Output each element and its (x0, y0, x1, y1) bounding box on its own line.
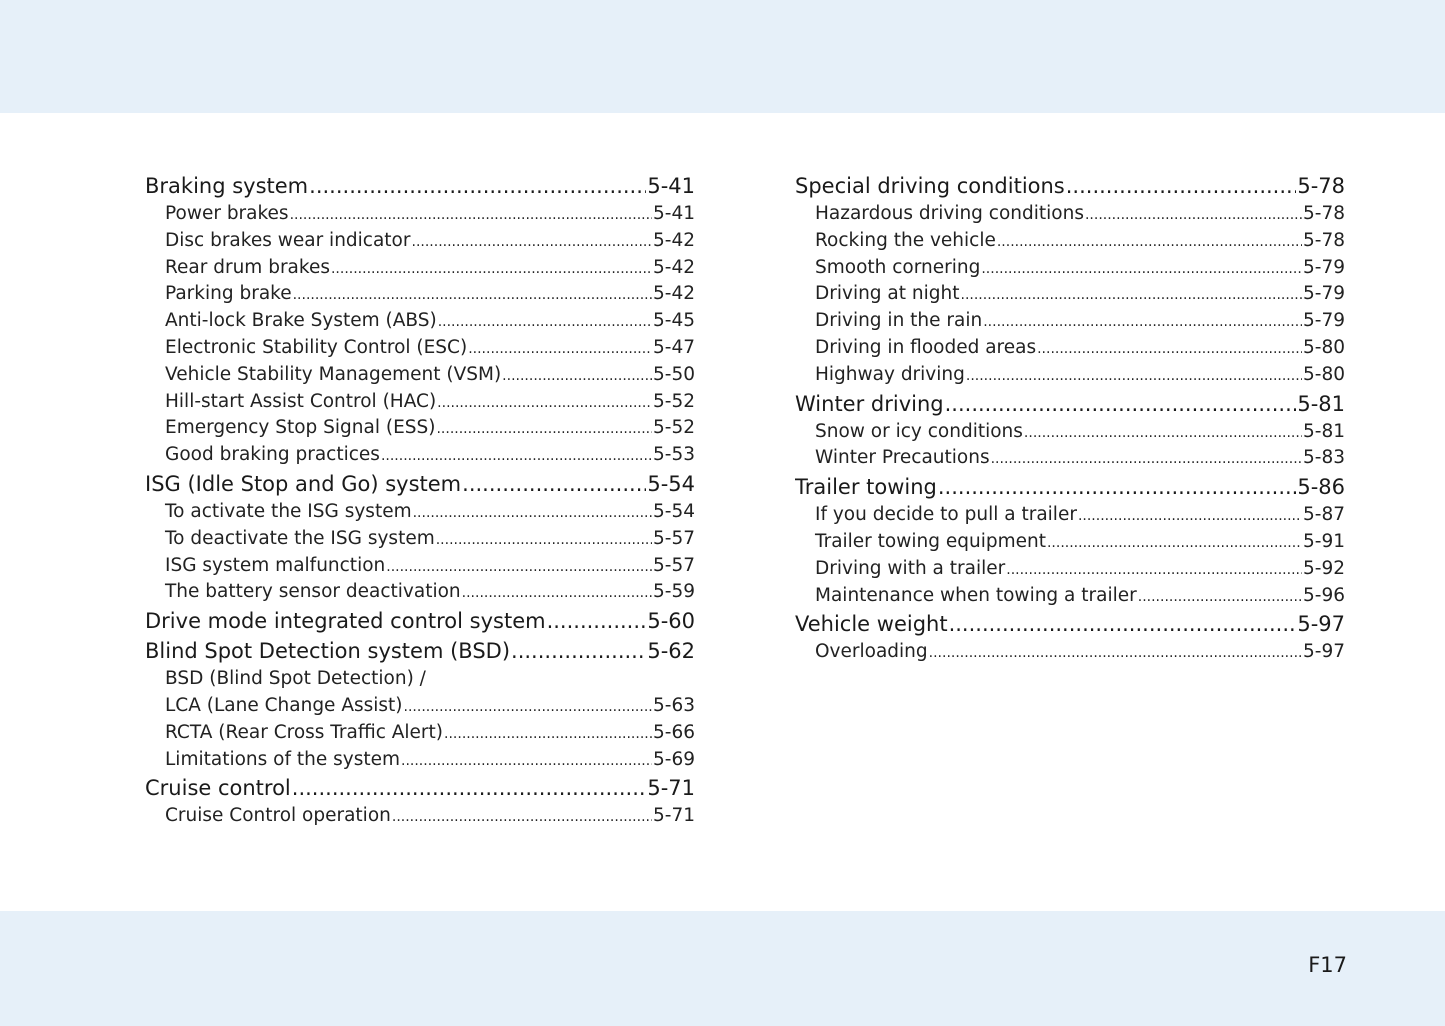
toc-entry-page: 5-45 (653, 310, 695, 332)
toc-subsection-entry[interactable] (145, 747, 695, 774)
toc-section-entry[interactable] (795, 172, 1345, 201)
toc-entry-page: 5-41 (647, 174, 695, 198)
toc-entry-label: To deactivate the ISG system (165, 527, 435, 549)
toc-entry-page: 5-57 (653, 527, 695, 549)
toc-entry-label: Good braking practices (165, 444, 380, 466)
toc-dot-leader (436, 415, 652, 442)
toc-dot-leader (290, 201, 652, 228)
toc-dot-leader (386, 553, 652, 580)
toc-subsection-entry[interactable] (145, 201, 695, 228)
toc-entry-page: 5-53 (653, 444, 695, 466)
toc-dot-leader (949, 610, 1297, 639)
toc-subsection-entry[interactable] (145, 693, 695, 720)
toc-entry-page: 5-69 (653, 748, 695, 770)
toc-entry-label: LCA (Lane Change Assist) (165, 694, 403, 716)
toc-entry-page: 5-79 (1303, 256, 1345, 278)
toc-dot-leader (547, 607, 647, 636)
toc-entry-label: Driving in flooded areas (815, 336, 1037, 358)
toc-entry-label: Emergency Stop Signal (ESS) (165, 417, 436, 439)
toc-entry-label: Highway driving (815, 363, 965, 385)
toc-entry-page: 5-71 (653, 805, 695, 827)
toc-subsection-entry[interactable] (795, 228, 1345, 255)
toc-subsection-entry[interactable] (145, 526, 695, 553)
toc-subsection-entry[interactable] (795, 281, 1345, 308)
toc-dot-leader (292, 774, 647, 803)
toc-dot-leader (1066, 172, 1297, 201)
toc-dot-leader (444, 720, 652, 747)
toc-section-entry[interactable] (145, 470, 695, 499)
toc-subsection-entry[interactable] (795, 556, 1345, 583)
toc-entry-label: Trailer towing (795, 475, 937, 500)
toc-dot-leader (1138, 583, 1302, 610)
toc-entry-label: The battery sensor deactivation (165, 581, 461, 603)
toc-subsection-entry[interactable] (795, 201, 1345, 228)
toc-dot-leader (413, 499, 652, 526)
toc-entry-label: To activate the ISG system (165, 500, 412, 522)
toc-subsection-entry[interactable] (145, 389, 695, 416)
toc-entry-page: 5-71 (647, 776, 695, 801)
toc-entry-page: 5-86 (1297, 475, 1345, 500)
toc-entry-page: 5-78 (1303, 203, 1345, 224)
toc-entry-page: 5-91 (1303, 530, 1345, 552)
toc-subsection-entry[interactable] (795, 419, 1345, 446)
toc-entry-page: 5-78 (1297, 174, 1345, 198)
toc-entry-label: Winter Precautions (815, 447, 990, 469)
toc-entry-page: 5-97 (1303, 641, 1345, 663)
toc-dot-leader (502, 362, 652, 389)
toc-entry-page: 5-66 (653, 721, 695, 743)
toc-dot-leader (468, 335, 652, 362)
toc-dot-leader (1047, 529, 1302, 556)
toc-subsection-entry[interactable] (795, 362, 1345, 389)
toc-subsection-entry[interactable] (795, 335, 1345, 362)
toc-subsection-entry[interactable] (795, 639, 1345, 666)
toc-entry-page: 5-54 (647, 471, 695, 496)
toc-entry-page: 5-52 (653, 390, 695, 412)
toc-subsection-entry[interactable] (145, 579, 695, 606)
toc-section-entry[interactable] (145, 172, 695, 201)
toc-dot-leader (401, 747, 652, 774)
toc-subsection-entry[interactable] (145, 308, 695, 335)
toc-entry-page: 5-47 (653, 336, 695, 358)
toc-entry-label: Overloading (815, 641, 928, 663)
toc-entry-page: 5-63 (653, 694, 695, 716)
toc-dot-leader (437, 389, 652, 416)
toc-dot-leader (1006, 556, 1302, 583)
toc-entry-page: 5-87 (1303, 504, 1345, 526)
toc-entry-label: Braking system (145, 174, 309, 198)
toc-entry-page: 5-80 (1303, 336, 1345, 358)
toc-subsection-entry[interactable] (145, 720, 695, 747)
toc-entry-page: 5-52 (653, 417, 695, 439)
toc-subsection-entry[interactable] (795, 583, 1345, 610)
toc-dot-leader (1024, 419, 1302, 446)
toc-entry-label: Blind Spot Detection system (BSD) (145, 639, 511, 664)
toc-dot-leader (392, 803, 652, 830)
toc-dot-leader (1037, 335, 1302, 362)
toc-subsection-entry[interactable] (145, 499, 695, 526)
toc-dot-leader (404, 693, 652, 720)
toc-entry-page: 5-42 (653, 283, 695, 305)
toc-entry-page: 5-54 (653, 500, 695, 522)
toc-dot-leader (412, 228, 653, 255)
toc-dot-leader (462, 470, 646, 499)
toc-dot-leader (381, 442, 652, 469)
toc-entry-label: Limitations of the system (165, 748, 400, 770)
toc-entry-page: 5-78 (1303, 229, 1345, 251)
toc-entry-page: 5-97 (1297, 612, 1345, 637)
toc-subsection-entry[interactable] (795, 308, 1345, 335)
toc-entry-label: Trailer towing equipment (815, 530, 1046, 552)
toc-entry-page: 5-81 (1303, 420, 1345, 442)
toc-subsection-entry[interactable] (145, 228, 695, 255)
toc-section-entry[interactable] (145, 637, 695, 666)
toc-entry-label: If you decide to pull a trailer (815, 504, 1077, 526)
toc-entry-page: 5-81 (1297, 391, 1345, 416)
toc-subsection-entry[interactable] (145, 415, 695, 442)
toc-dot-leader (997, 228, 1302, 255)
toc-left-column (145, 171, 695, 830)
toc-entry-label: Smooth cornering (815, 256, 981, 278)
header-band (0, 0, 1445, 113)
toc-dot-leader (966, 362, 1302, 389)
toc-entry-page: 5-42 (653, 256, 695, 278)
toc-section-entry[interactable] (145, 774, 695, 803)
toc-entry-label: Driving at night (815, 283, 960, 305)
toc-entry-label: Driving with a trailer (815, 557, 1006, 579)
toc-entry-label: Hazardous driving conditions (815, 203, 1084, 224)
toc-entry-page: 5-96 (1303, 584, 1345, 606)
toc-entry-label: Driving in the rain (815, 310, 983, 332)
toc-entry-page: 5-50 (653, 363, 695, 385)
toc-subsection-entry[interactable] (145, 362, 695, 389)
toc-entry-label: Parking brake (165, 283, 292, 305)
toc-section-entry[interactable] (145, 607, 695, 636)
toc-section-entry[interactable] (795, 610, 1345, 639)
toc-entry-page: 5-80 (1303, 363, 1345, 385)
toc-section-entry[interactable] (795, 473, 1345, 502)
toc-entry-page: 5-79 (1303, 310, 1345, 332)
toc-dot-leader (511, 637, 646, 666)
toc-dot-leader (929, 639, 1302, 666)
toc-subsection-entry[interactable] (145, 255, 695, 282)
toc-subsection-entry[interactable] (145, 281, 695, 308)
toc-dot-leader (961, 281, 1303, 308)
toc-entry-label: BSD (Blind Spot Detection) / (165, 668, 426, 690)
toc-dot-leader (1085, 201, 1302, 228)
toc-subsection-entry[interactable] (795, 529, 1345, 556)
toc-dot-leader (991, 445, 1302, 472)
toc-entry-label: Anti-lock Brake System (ABS) (165, 310, 437, 332)
toc-subsection-entry[interactable] (145, 666, 695, 693)
toc-subsection-entry[interactable] (795, 445, 1345, 472)
footer-band (0, 911, 1445, 1026)
toc-entry-page: 5-79 (1303, 283, 1345, 305)
toc-dot-leader (981, 255, 1302, 282)
toc-subsection-entry[interactable] (795, 502, 1345, 529)
toc-dot-leader (293, 281, 652, 308)
toc-entry-page: 5-92 (1303, 557, 1345, 579)
toc-dot-leader (945, 390, 1297, 419)
toc-subsection-entry[interactable] (145, 803, 695, 830)
toc-entry-label: Maintenance when towing a trailer (815, 584, 1137, 606)
toc-entry-page: 5-83 (1303, 447, 1345, 469)
toc-entry-page: 5-42 (653, 229, 695, 251)
toc-entry-label: Electronic Stability Control (ESC) (165, 336, 468, 358)
toc-entry-page: 5-62 (647, 639, 695, 664)
toc-entry-label: Drive mode integrated control system (145, 609, 546, 634)
toc-dot-leader (462, 579, 652, 606)
page-number: F17 (1308, 953, 1347, 977)
toc-entry-label: Rear drum brakes (165, 256, 330, 278)
toc-subsection-entry[interactable] (145, 553, 695, 580)
toc-entry-label: Rocking the vehicle (815, 229, 996, 251)
toc-dot-leader (938, 473, 1296, 502)
toc-dot-leader (331, 255, 652, 282)
toc-entry-label: Vehicle Stability Management (VSM) (165, 363, 502, 385)
toc-entry-page: 5-41 (653, 203, 695, 224)
toc-entry-label: RCTA (Rear Cross Traffic Alert) (165, 721, 444, 743)
toc-entry-label: Winter driving (795, 391, 944, 416)
toc-entry-page: 5-60 (647, 609, 695, 634)
toc-right-column (795, 171, 1345, 666)
toc-entry-label: Snow or icy conditions (815, 420, 1023, 442)
toc-dot-leader (983, 308, 1302, 335)
toc-entry-label: ISG system malfunction (165, 554, 386, 576)
toc-dot-leader (436, 526, 652, 553)
toc-entry-label: Vehicle weight (795, 612, 948, 637)
toc-subsection-entry[interactable] (145, 442, 695, 469)
toc-entry-page: 5-57 (653, 554, 695, 576)
toc-entry-page: 5-59 (653, 581, 695, 603)
toc-entry-label: Disc brakes wear indicator (165, 229, 411, 251)
toc-entry-label: Cruise control (145, 776, 291, 801)
toc-section-entry[interactable] (795, 390, 1345, 419)
toc-entry-label: Cruise Control operation (165, 805, 391, 827)
toc-subsection-entry[interactable] (795, 255, 1345, 282)
toc-entry-label: Special driving conditions (795, 174, 1065, 198)
toc-subsection-entry[interactable] (145, 335, 695, 362)
toc-dot-leader (1078, 502, 1302, 529)
toc-entry-label: Power brakes (165, 203, 289, 224)
toc-dot-leader (309, 172, 646, 201)
toc-dot-leader (438, 308, 652, 335)
toc-entry-label: ISG (Idle Stop and Go) system (145, 471, 462, 496)
toc-entry-label: Hill-start Assist Control (HAC) (165, 390, 437, 412)
